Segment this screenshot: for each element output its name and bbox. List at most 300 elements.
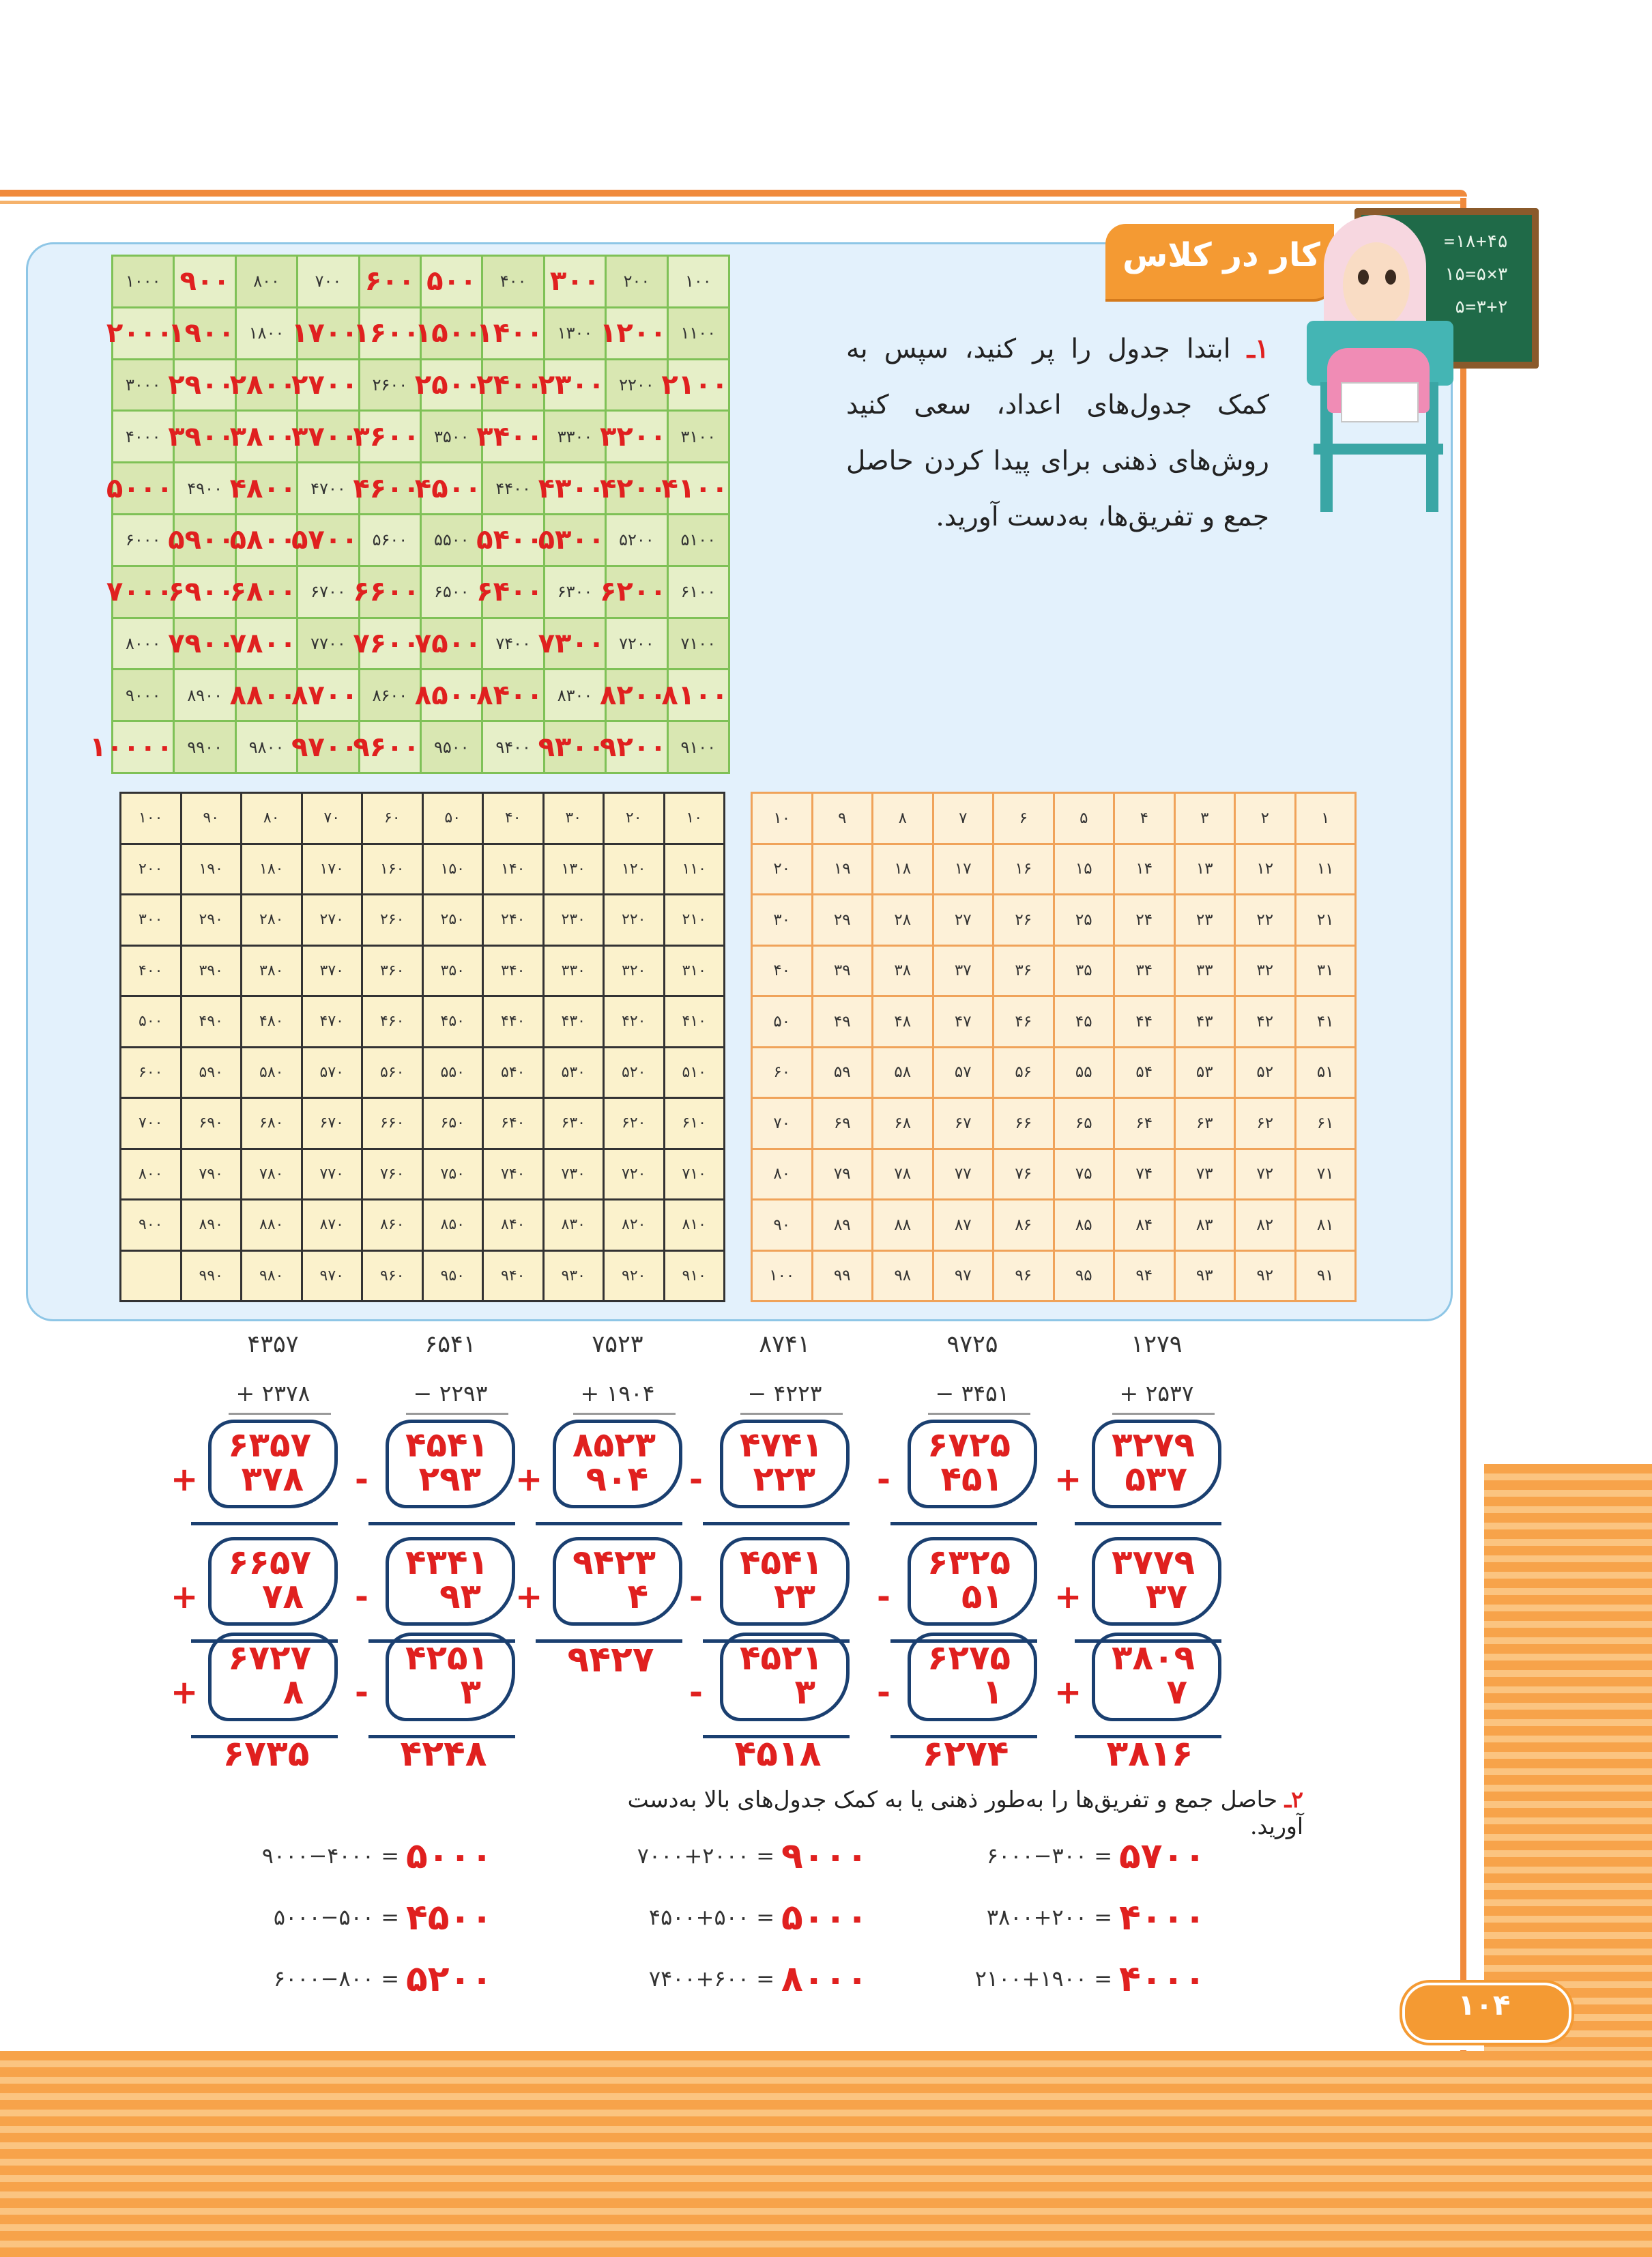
desk-bar: [1314, 444, 1443, 455]
tens-table-cell: ۳۵۰: [422, 945, 483, 996]
ones-table-cell: ۴۴: [1114, 996, 1175, 1048]
working-subtrahend: ۲۹۳: [418, 1459, 481, 1499]
hundreds-table-row: [113, 618, 729, 670]
hundreds-table-cell: ۵۳۰۰: [544, 514, 605, 566]
ones-table-cell: ۷۵: [1054, 1149, 1114, 1200]
working-subtrahend: ۳: [460, 1672, 481, 1712]
operation-sign: -: [877, 1578, 890, 1616]
tens-table-cell: ۲۹۰: [181, 895, 242, 946]
operation-sign: +: [171, 1578, 199, 1616]
ones-table-cell: ۸۷: [933, 1200, 994, 1251]
ones-table-cell: ۷۹: [812, 1149, 873, 1200]
instruction-number: ۱ـ: [1247, 333, 1269, 364]
ones-table-cell: ۹۱: [1295, 1250, 1356, 1302]
ones-table-row: [752, 1250, 1356, 1302]
tens-table-row: [121, 945, 725, 996]
tens-table-row: [121, 996, 725, 1048]
hundreds-table-cell: ۴۰۰۰: [113, 411, 174, 463]
ones-table-cell: ۳۲: [1235, 945, 1296, 996]
ones-table-cell: ۸۲: [1235, 1200, 1296, 1251]
hundreds-table-cell: ۶۹۰۰: [174, 566, 235, 618]
problem-result: ۳۸۱۶: [1106, 1734, 1193, 1774]
hundreds-table-cell: ۴۰۰: [482, 256, 544, 308]
ones-table-cell: ۴: [1114, 793, 1175, 844]
girl-face: [1343, 242, 1410, 328]
hundreds-table-cell: ۸۵۰۰: [421, 670, 482, 721]
tens-table-cell: ۶۴۰: [483, 1098, 544, 1149]
tens-table-cell: ۳۱۰: [664, 945, 725, 996]
tens-table-cell: ۹۵۰: [422, 1250, 483, 1302]
hundreds-table-cell: ۹۷۰۰: [298, 721, 359, 773]
ones-table-cell: ۳۶: [994, 945, 1054, 996]
instruction-text: حاصل جمع و تفریق‌ها را به‌طور ذهنی یا به کمک جدول‌های بالا به‌دست آورید.: [627, 1786, 1303, 1839]
tens-table-cell: ۳۰۰: [121, 895, 182, 946]
hundreds-table-cell: ۷۶۰۰: [359, 618, 420, 670]
operation-sign: +: [171, 1461, 199, 1499]
hundreds-table-row: [113, 670, 729, 721]
operation-sign: -: [355, 1578, 368, 1616]
problem-second-number: + ۲۳۷۸: [235, 1380, 310, 1407]
tens-table-cell: ۳۰: [543, 793, 604, 844]
tens-table-cell: ۱۱۰: [664, 844, 725, 895]
ones-table-cell: ۳۸: [873, 945, 933, 996]
ones-table-cell: ۴۷: [933, 996, 994, 1048]
operation-sign: -: [689, 1673, 703, 1712]
tens-table-cell: ۳۶۰: [362, 945, 423, 996]
ones-table-cell: ۸۰: [752, 1149, 813, 1200]
ones-table-cell: ۱۳: [1174, 844, 1235, 895]
ones-table-cell: ۸۳: [1174, 1200, 1235, 1251]
equation-answer: ۵۷۰۰: [1119, 1836, 1206, 1877]
hundreds-table-cell: ۳۲۰۰: [606, 411, 667, 463]
right-orange-line: [1460, 198, 1466, 2054]
ones-table-cell: ۴۱: [1295, 996, 1356, 1048]
ones-table-row: [752, 793, 1356, 844]
tens-table-cell: ۱۰۰: [121, 793, 182, 844]
ones-table-cell: ۹۲: [1235, 1250, 1296, 1302]
ones-table-cell: ۸۴: [1114, 1200, 1175, 1251]
problem-first-number: ۸۷۴۱: [759, 1331, 811, 1358]
hundreds-table-cell: ۳۴۰۰: [482, 411, 544, 463]
equation-expression: ۹۰۰۰−۴۰۰۰ =: [261, 1843, 399, 1869]
ones-table-cell: ۷۱: [1295, 1149, 1356, 1200]
tens-table-cell: ۲۵۰: [422, 895, 483, 946]
working-number: ۶۳۲۵: [927, 1542, 1011, 1582]
working-subtrahend: ۷۸: [261, 1577, 304, 1616]
hundreds-table-cell: ۷۸۰۰: [235, 618, 297, 670]
tens-table-cell: ۲۱۰: [664, 895, 725, 946]
tens-table-cell: ۹۲۰: [604, 1250, 665, 1302]
operation-sign: -: [689, 1461, 703, 1499]
ones-table-cell: ۵۲: [1235, 1047, 1296, 1098]
tens-table-cell: ۳۴۰: [483, 945, 544, 996]
ones-table-cell: ۱۶: [994, 844, 1054, 895]
tens-table-cell: ۴۹۰: [181, 996, 242, 1048]
girl-eye: [1358, 270, 1369, 285]
working-number: ۳۸۰۹: [1111, 1638, 1195, 1678]
ones-table-cell: ۶۳: [1174, 1098, 1235, 1149]
working-number: ۴۳۴۱: [405, 1542, 489, 1582]
hundreds-table-cell: ۵۲۰۰: [606, 514, 667, 566]
tens-table-cell: ۵۲۰: [604, 1047, 665, 1098]
ones-table-row: [752, 1200, 1356, 1251]
working-number: ۶۳۵۷: [227, 1425, 312, 1465]
tens-table-cell: ۹۷۰: [302, 1250, 362, 1302]
working-number: ۴۵۲۱: [739, 1638, 824, 1678]
tens-table-cell: ۴۲۰: [604, 996, 665, 1048]
hundreds-table-cell: ۲۴۰۰: [482, 359, 544, 411]
ones-table-cell: ۲۰: [752, 844, 813, 895]
ones-table-cell: ۲۸: [873, 895, 933, 946]
hundreds-table-cell: ۸۰۰۰: [113, 618, 174, 670]
tens-table-row: [121, 1200, 725, 1251]
tens-table-cell: ۷۵۰: [422, 1149, 483, 1200]
tens-table-cell: ۷۴۰: [483, 1149, 544, 1200]
equation-expression: ۳۸۰۰+۲۰۰ =: [986, 1904, 1112, 1930]
working-subtrahend: ۴۵۱: [940, 1459, 1003, 1499]
ones-table-row: [752, 844, 1356, 895]
problem-underline: [928, 1413, 1030, 1415]
problem-second-number: − ۳۴۵۱: [935, 1380, 1010, 1407]
ones-table-cell: ۹۰: [752, 1200, 813, 1251]
hundreds-table-cell: ۴۸۰۰: [235, 463, 297, 515]
ones-table-cell: ۲۱: [1295, 895, 1356, 946]
tens-table-cell: ۹۰۰: [121, 1200, 182, 1251]
ones-table-cell: ۶: [994, 793, 1054, 844]
ones-table: [751, 792, 1357, 1302]
tens-table-cell: ۱۴۰: [483, 844, 544, 895]
tens-table-cell: ۱۲۰: [604, 844, 665, 895]
tens-table-cell: ۱۷۰: [302, 844, 362, 895]
tens-table-cell: ۷۰۰: [121, 1098, 182, 1149]
ones-table-cell: ۵۷: [933, 1047, 994, 1098]
hundreds-table-cell: ۵۴۰۰: [482, 514, 544, 566]
problem-first-number: ۷۵۲۳: [592, 1331, 643, 1358]
ones-table-cell: ۵: [1054, 793, 1114, 844]
tens-table-cell: ۵۷۰: [302, 1047, 362, 1098]
tens-table-cell: ۷۱۰: [664, 1149, 725, 1200]
instruction-number: ۲ـ: [1284, 1786, 1303, 1813]
tens-table-cell: ۵۳۰: [543, 1047, 604, 1098]
hundreds-table-cell: ۸۸۰۰: [235, 670, 297, 721]
working-rule: [368, 1522, 515, 1525]
ones-table-cell: ۷۳: [1174, 1149, 1235, 1200]
tens-table-cell: ۶۰: [362, 793, 423, 844]
tens-table-cell: ۸۱۰: [664, 1200, 725, 1251]
hundreds-table-cell: ۱۰۰۰۰: [113, 721, 174, 773]
tens-table-cell: ۵۴۰: [483, 1047, 544, 1098]
hundreds-table-cell: ۴۹۰۰: [174, 463, 235, 515]
hundreds-table-cell: ۳۷۰۰: [298, 411, 359, 463]
ones-table-cell: ۵۸: [873, 1047, 933, 1098]
operation-sign: +: [1054, 1578, 1082, 1616]
ones-table-cell: ۶۸: [873, 1098, 933, 1149]
ones-table-cell: ۳: [1174, 793, 1235, 844]
problem-first-number: ۶۵۴۱: [424, 1331, 476, 1358]
tens-table-cell: ۴۶۰: [362, 996, 423, 1048]
hundreds-table-cell: ۳۰۰۰: [113, 359, 174, 411]
tens-table-cell: ۵۹۰: [181, 1047, 242, 1098]
instruction-text: ابتدا جدول را پر کنید، سپس به کمک جدول‌های اعداد، سعی کنید روش‌های ذهنی برای پیدا کردن حاصل جمع و تفریق‌ها، به‌دست آورید.: [846, 334, 1269, 532]
hundreds-table-cell: ۸۶۰۰: [359, 670, 420, 721]
tens-table-cell: ۴۵۰: [422, 996, 483, 1048]
tens-table-cell: ۴۱۰: [664, 996, 725, 1048]
ones-table-cell: ۹: [812, 793, 873, 844]
ones-table-cell: ۳۷: [933, 945, 994, 996]
ones-table-cell: ۷۷: [933, 1149, 994, 1200]
hundreds-table-cell: ۶۰۰۰: [113, 514, 174, 566]
tens-table-cell: ۹۴۰: [483, 1250, 544, 1302]
girl-eye: [1385, 270, 1396, 285]
hundreds-table-cell: ۲۱۰۰: [667, 359, 729, 411]
hundreds-table-row: [113, 721, 729, 773]
instruction-2: [600, 1786, 1303, 1839]
working-subtrahend: ۵۳۷: [1125, 1459, 1187, 1499]
tens-table-cell: ۲۰: [604, 793, 665, 844]
hundreds-table-cell: ۴۶۰۰: [359, 463, 420, 515]
hundreds-table-cell: ۶۸۰۰: [235, 566, 297, 618]
ones-table-cell: ۶۲: [1235, 1098, 1296, 1149]
tens-table-cell: ۱۳۰: [543, 844, 604, 895]
ones-table-cell: ۱۱: [1295, 844, 1356, 895]
tens-table-cell: ۹۰: [181, 793, 242, 844]
problem-result: ۴۵۱۸: [734, 1734, 822, 1774]
section-title: کار در کلاس: [1122, 236, 1320, 274]
ones-table-cell: ۱: [1295, 793, 1356, 844]
ones-table-cell: ۸۸: [873, 1200, 933, 1251]
working-subtrahend: ۳: [794, 1672, 815, 1712]
ones-table-cell: ۸: [873, 793, 933, 844]
operation-sign: +: [171, 1673, 199, 1712]
ones-table-cell: ۳۱: [1295, 945, 1356, 996]
hundreds-table-cell: ۹۲۰۰: [606, 721, 667, 773]
tens-table-row: [121, 1250, 725, 1302]
hundreds-table-cell: ۴۵۰۰: [421, 463, 482, 515]
hundreds-table-cell: ۲۸۰۰: [235, 359, 297, 411]
problem-underline: [573, 1413, 676, 1415]
ones-table-cell: ۴۵: [1054, 996, 1114, 1048]
ones-table-cell: ۱۸: [873, 844, 933, 895]
hundreds-table-row: [113, 463, 729, 515]
ones-table-cell: ۹۶: [994, 1250, 1054, 1302]
equation-answer: ۵۲۰۰: [406, 1959, 493, 2000]
tens-table-cell: ۹۹۰: [181, 1250, 242, 1302]
hundreds-table-cell: ۷۳۰۰: [544, 618, 605, 670]
working-number: ۶۷۲۷: [227, 1638, 312, 1678]
tens-table-cell: ۷۰: [302, 793, 362, 844]
hundreds-table-row: [113, 411, 729, 463]
operation-sign: +: [515, 1461, 543, 1499]
ones-table-cell: ۳۰: [752, 895, 813, 946]
problem-underline: [229, 1413, 331, 1415]
ones-table-cell: ۳۴: [1114, 945, 1175, 996]
ones-table-cell: ۵۱: [1295, 1047, 1356, 1098]
hundreds-table-cell: ۱۹۰۰: [174, 307, 235, 359]
ones-table-cell: ۷۶: [994, 1149, 1054, 1200]
working-subtrahend: ۲۲۳: [753, 1459, 815, 1499]
instruction-1: [846, 321, 1269, 545]
problem-first-number: ۴۳۵۷: [247, 1331, 299, 1358]
ones-table-cell: ۲۹: [812, 895, 873, 946]
hundreds-table-cell: ۶۳۰۰: [544, 566, 605, 618]
equation-expression: ۲۱۰۰+۱۹۰۰ =: [974, 1966, 1112, 1992]
hundreds-table-cell: ۷۱۰۰: [667, 618, 729, 670]
chalkboard-line: ۳+۲=۵: [1454, 297, 1508, 317]
hundreds-table-cell: ۲۹۰۰: [174, 359, 235, 411]
ones-table-cell: ۱۹: [812, 844, 873, 895]
ones-table-cell: ۱۰: [752, 793, 813, 844]
tens-table-cell: ۸۵۰: [422, 1200, 483, 1251]
hundreds-table-cell: ۹۸۰۰: [235, 721, 297, 773]
hundreds-table-cell: ۶۰۰: [359, 256, 420, 308]
equation-answer: ۴۰۰۰: [1119, 1897, 1206, 1938]
working-subtrahend: ۵۱: [961, 1577, 1003, 1616]
tens-table-cell: ۹۱۰: [664, 1250, 725, 1302]
tens-table-cell: ۲۷۰: [302, 895, 362, 946]
ones-table-row: [752, 895, 1356, 946]
ones-table-cell: ۹۵: [1054, 1250, 1114, 1302]
working-rule: [703, 1522, 850, 1525]
working-subtrahend: ۹۰۴: [585, 1459, 648, 1499]
tens-table-cell: ۴۷۰: [302, 996, 362, 1048]
working-subtrahend: ۲۳: [773, 1577, 815, 1616]
ones-table-cell: ۲۴: [1114, 895, 1175, 946]
tens-table-cell: ۹۸۰: [242, 1250, 302, 1302]
tens-table-cell: ۸۶۰: [362, 1200, 423, 1251]
hundreds-table-cell: ۳۹۰۰: [174, 411, 235, 463]
operation-sign: -: [877, 1461, 890, 1499]
tens-table-cell: ۶۸۰: [242, 1098, 302, 1149]
tens-table-cell: ۵۸۰: [242, 1047, 302, 1098]
ones-table-cell: ۶۷: [933, 1098, 994, 1149]
ones-table-cell: ۷۸: [873, 1149, 933, 1200]
hundreds-table-cell: ۸۱۰۰: [667, 670, 729, 721]
equation-answer: ۴۰۰۰: [1119, 1959, 1206, 2000]
hundreds-table-row: [113, 566, 729, 618]
tens-table-row: [121, 895, 725, 946]
tens-table-row: [121, 1098, 725, 1149]
problem-second-number: + ۱۹۰۴: [580, 1380, 655, 1407]
tens-table-cell: ۶۷۰: [302, 1098, 362, 1149]
hundreds-table-cell: ۸۰۰: [235, 256, 297, 308]
ones-table-cell: ۸۹: [812, 1200, 873, 1251]
tens-table-cell: ۶۲۰: [604, 1098, 665, 1149]
equation-expression: ۵۰۰۰−۵۰۰ =: [273, 1904, 399, 1930]
tens-table-cell: ۷۸۰: [242, 1149, 302, 1200]
hundreds-table-cell: ۸۷۰۰: [298, 670, 359, 721]
working-number: ۴۷۴۱: [739, 1425, 824, 1465]
ones-table-cell: ۶۵: [1054, 1098, 1114, 1149]
hundreds-table-cell: ۱۳۰۰: [544, 307, 605, 359]
hundreds-table-row: [113, 514, 729, 566]
tens-table-cell: ۸۲۰: [604, 1200, 665, 1251]
ones-table-cell: ۴۲: [1235, 996, 1296, 1048]
ones-table-cell: ۶۴: [1114, 1098, 1175, 1149]
hundreds-table-row: [113, 307, 729, 359]
hundreds-table-cell: ۲۷۰۰: [298, 359, 359, 411]
tens-table-cell: ۴۰۰: [121, 945, 182, 996]
operation-sign: +: [1054, 1461, 1082, 1499]
hundreds-table-cell: ۹۰۰: [174, 256, 235, 308]
ones-table-cell: ۹۷: [933, 1250, 994, 1302]
tens-table-cell: ۲۰۰: [121, 844, 182, 895]
hundreds-table-cell: ۲۰۰۰: [113, 307, 174, 359]
hundreds-table-cell: ۱۸۰۰: [235, 307, 297, 359]
tens-table-row: [121, 1047, 725, 1098]
hundreds-table-cell: ۵۷۰۰: [298, 514, 359, 566]
working-number: ۶۷۲۵: [927, 1425, 1011, 1465]
hundreds-table-cell: ۱۵۰۰: [421, 307, 482, 359]
tens-table: [119, 792, 725, 1302]
tens-table-cell: ۳۳۰: [543, 945, 604, 996]
hundreds-table-cell: ۲۳۰۰: [544, 359, 605, 411]
ones-table-cell: ۷۰: [752, 1098, 813, 1149]
tens-table-cell: ۵۰۰: [121, 996, 182, 1048]
problem-second-number: − ۲۲۹۳: [413, 1380, 488, 1407]
problem-result: ۶۲۷۴: [922, 1734, 1009, 1774]
hundreds-table-cell: ۹۴۰۰: [482, 721, 544, 773]
tens-table-cell: ۶۰۰: [121, 1047, 182, 1098]
ones-table-cell: ۴۸: [873, 996, 933, 1048]
tens-table-cell: ۹۳۰: [543, 1250, 604, 1302]
equation-answer: ۴۵۰۰: [406, 1897, 493, 1938]
hundreds-table-cell: ۷۷۰۰: [298, 618, 359, 670]
hundreds-table-cell: ۴۴۰۰: [482, 463, 544, 515]
ones-table-cell: ۵۴: [1114, 1047, 1175, 1098]
top-orange-line: [0, 190, 1467, 197]
tens-table-cell: ۵۱۰: [664, 1047, 725, 1098]
tens-table-cell: ۳۸۰: [242, 945, 302, 996]
hundreds-table-cell: ۶۴۰۰: [482, 566, 544, 618]
ones-table-cell: ۹۴: [1114, 1250, 1175, 1302]
tens-table-cell: ۲۲۰: [604, 895, 665, 946]
ones-table-cell: ۷۴: [1114, 1149, 1175, 1200]
ones-table-cell: ۱۰۰: [752, 1250, 813, 1302]
working-rule: [890, 1522, 1037, 1525]
tens-table-cell: ۷۳۰: [543, 1149, 604, 1200]
hundreds-table-cell: ۱۰۰۰: [113, 256, 174, 308]
ones-table-cell: ۱۲: [1235, 844, 1296, 895]
tens-table-cell: ۲۳۰: [543, 895, 604, 946]
hundreds-table-cell: ۷۴۰۰: [482, 618, 544, 670]
tens-table-row: [121, 844, 725, 895]
hundreds-table-cell: ۷۵۰۰: [421, 618, 482, 670]
ones-table-cell: ۳۹: [812, 945, 873, 996]
ones-table-cell: ۲۲: [1235, 895, 1296, 946]
working-number: ۸۵۲۳: [572, 1425, 656, 1465]
hundreds-table-cell: ۱۲۰۰: [606, 307, 667, 359]
ones-table-cell: ۵۳: [1174, 1047, 1235, 1098]
tens-table-cell: ۷۲۰: [604, 1149, 665, 1200]
operation-sign: -: [689, 1578, 703, 1616]
tens-table-cell: ۷۷۰: [302, 1149, 362, 1200]
working-rule: [191, 1522, 338, 1525]
hundreds-table-cell: ۲۵۰۰: [421, 359, 482, 411]
hundreds-table-cell: ۹۶۰۰: [359, 721, 420, 773]
ones-table-row: [752, 1098, 1356, 1149]
equation-answer: ۹۰۰۰: [781, 1836, 868, 1877]
ones-table-cell: ۶۰: [752, 1047, 813, 1098]
ones-table-cell: ۱۵: [1054, 844, 1114, 895]
tens-table-cell: ۴۳۰: [543, 996, 604, 1048]
tens-table-cell: ۴۴۰: [483, 996, 544, 1048]
working-number: ۳۷۷۹: [1111, 1542, 1195, 1582]
hundreds-table-cell: ۴۳۰۰: [544, 463, 605, 515]
hundreds-table-cell: ۱۱۰۰: [667, 307, 729, 359]
operation-sign: -: [355, 1673, 368, 1712]
hundreds-table-cell: ۹۰۰۰: [113, 670, 174, 721]
ones-table-cell: ۹۸: [873, 1250, 933, 1302]
